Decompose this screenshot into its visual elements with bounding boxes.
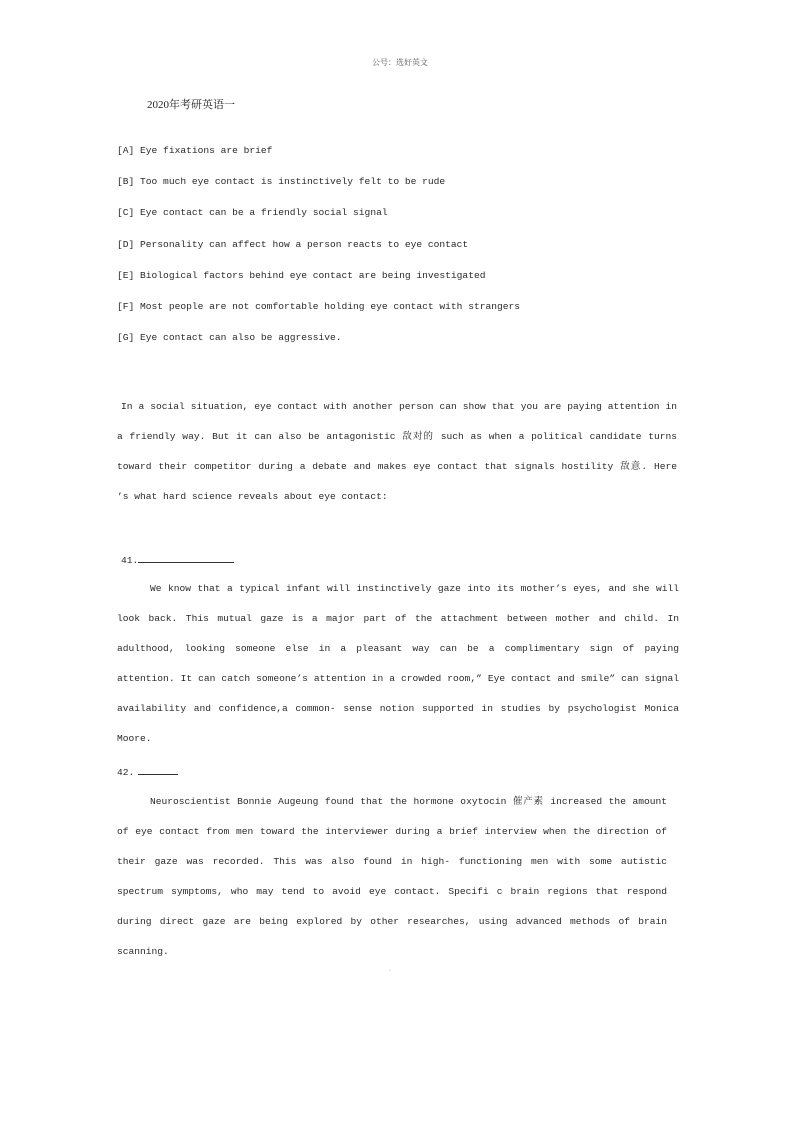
question-42-paragraph: Neuroscientist Bonnie Augeung found that the hormone oxytocin 催产素 increased the amount of eye contact from men toward the interviewer during a brief interview when the direction of their gaze was recorded. This was also found in high- functioning men with some autistic spectrum symptoms, who may tend to avoid eye contact. Specifi c brain regions that respond during direct gaze are being explored by other researches, using advanced methods of brain scanning. — [117, 796, 667, 957]
question-41-number: 41. — [121, 555, 139, 566]
option-e: [E] Biological factors behind eye contact are being investigated — [117, 269, 486, 281]
option-c: [C] Eye contact can be a friendly social signal — [117, 207, 388, 219]
question-42-number: 42. — [117, 767, 135, 778]
question-41-paragraph-block — [117, 574, 679, 754]
question-41-heading — [117, 550, 234, 568]
option-b: [B] Too much eye contact is instinctively felt to be rude — [117, 176, 446, 188]
page-header: 公号：选好英文 — [372, 58, 428, 67]
question-42-heading — [117, 762, 178, 780]
option-d: [D] Personality can affect how a person reacts to eye contact — [117, 238, 469, 250]
answer-blank-42[interactable] — [138, 765, 178, 775]
intro-paragraph-block — [117, 392, 677, 512]
answer-blank-41[interactable] — [138, 553, 234, 563]
option-a: [A] Eye fixations are brief — [117, 145, 273, 156]
option-list — [117, 143, 717, 361]
option-g: [G] Eye contact can also be aggressive. — [117, 332, 342, 344]
option-f: [F] Most people are not comfortable holding eye contact with strangers — [117, 300, 521, 312]
exam-title: 2020年考研英语一 — [147, 99, 235, 111]
question-41-paragraph: We know that a typical infant will instinctively gaze into its mother’s eyes, and she will look back. This mutual gaze is a major part of the attachment between mother and child. In adulthood, looking someone else in a pleasant way can be a complimentary sign of paying attention. It can catch someone’s attention in a crowded room,” Eye contact and smile” can signal availability and confidence,a common- sense notion supported in studies by psychologist Monica Moore. — [117, 583, 679, 744]
question-42-paragraph-block — [117, 787, 667, 967]
intro-paragraph: In a social situation, eye contact with another person can show that you are paying attention in a friendly way. But it can also be antagonistic 敌对的 such as when a political candidate turns toward their competitor during a debate and makes eye contact that signals hostility 敌意. Here ’s what hard science reveals about eye contact: — [117, 401, 677, 502]
footer-mark: ◦ — [389, 968, 392, 974]
